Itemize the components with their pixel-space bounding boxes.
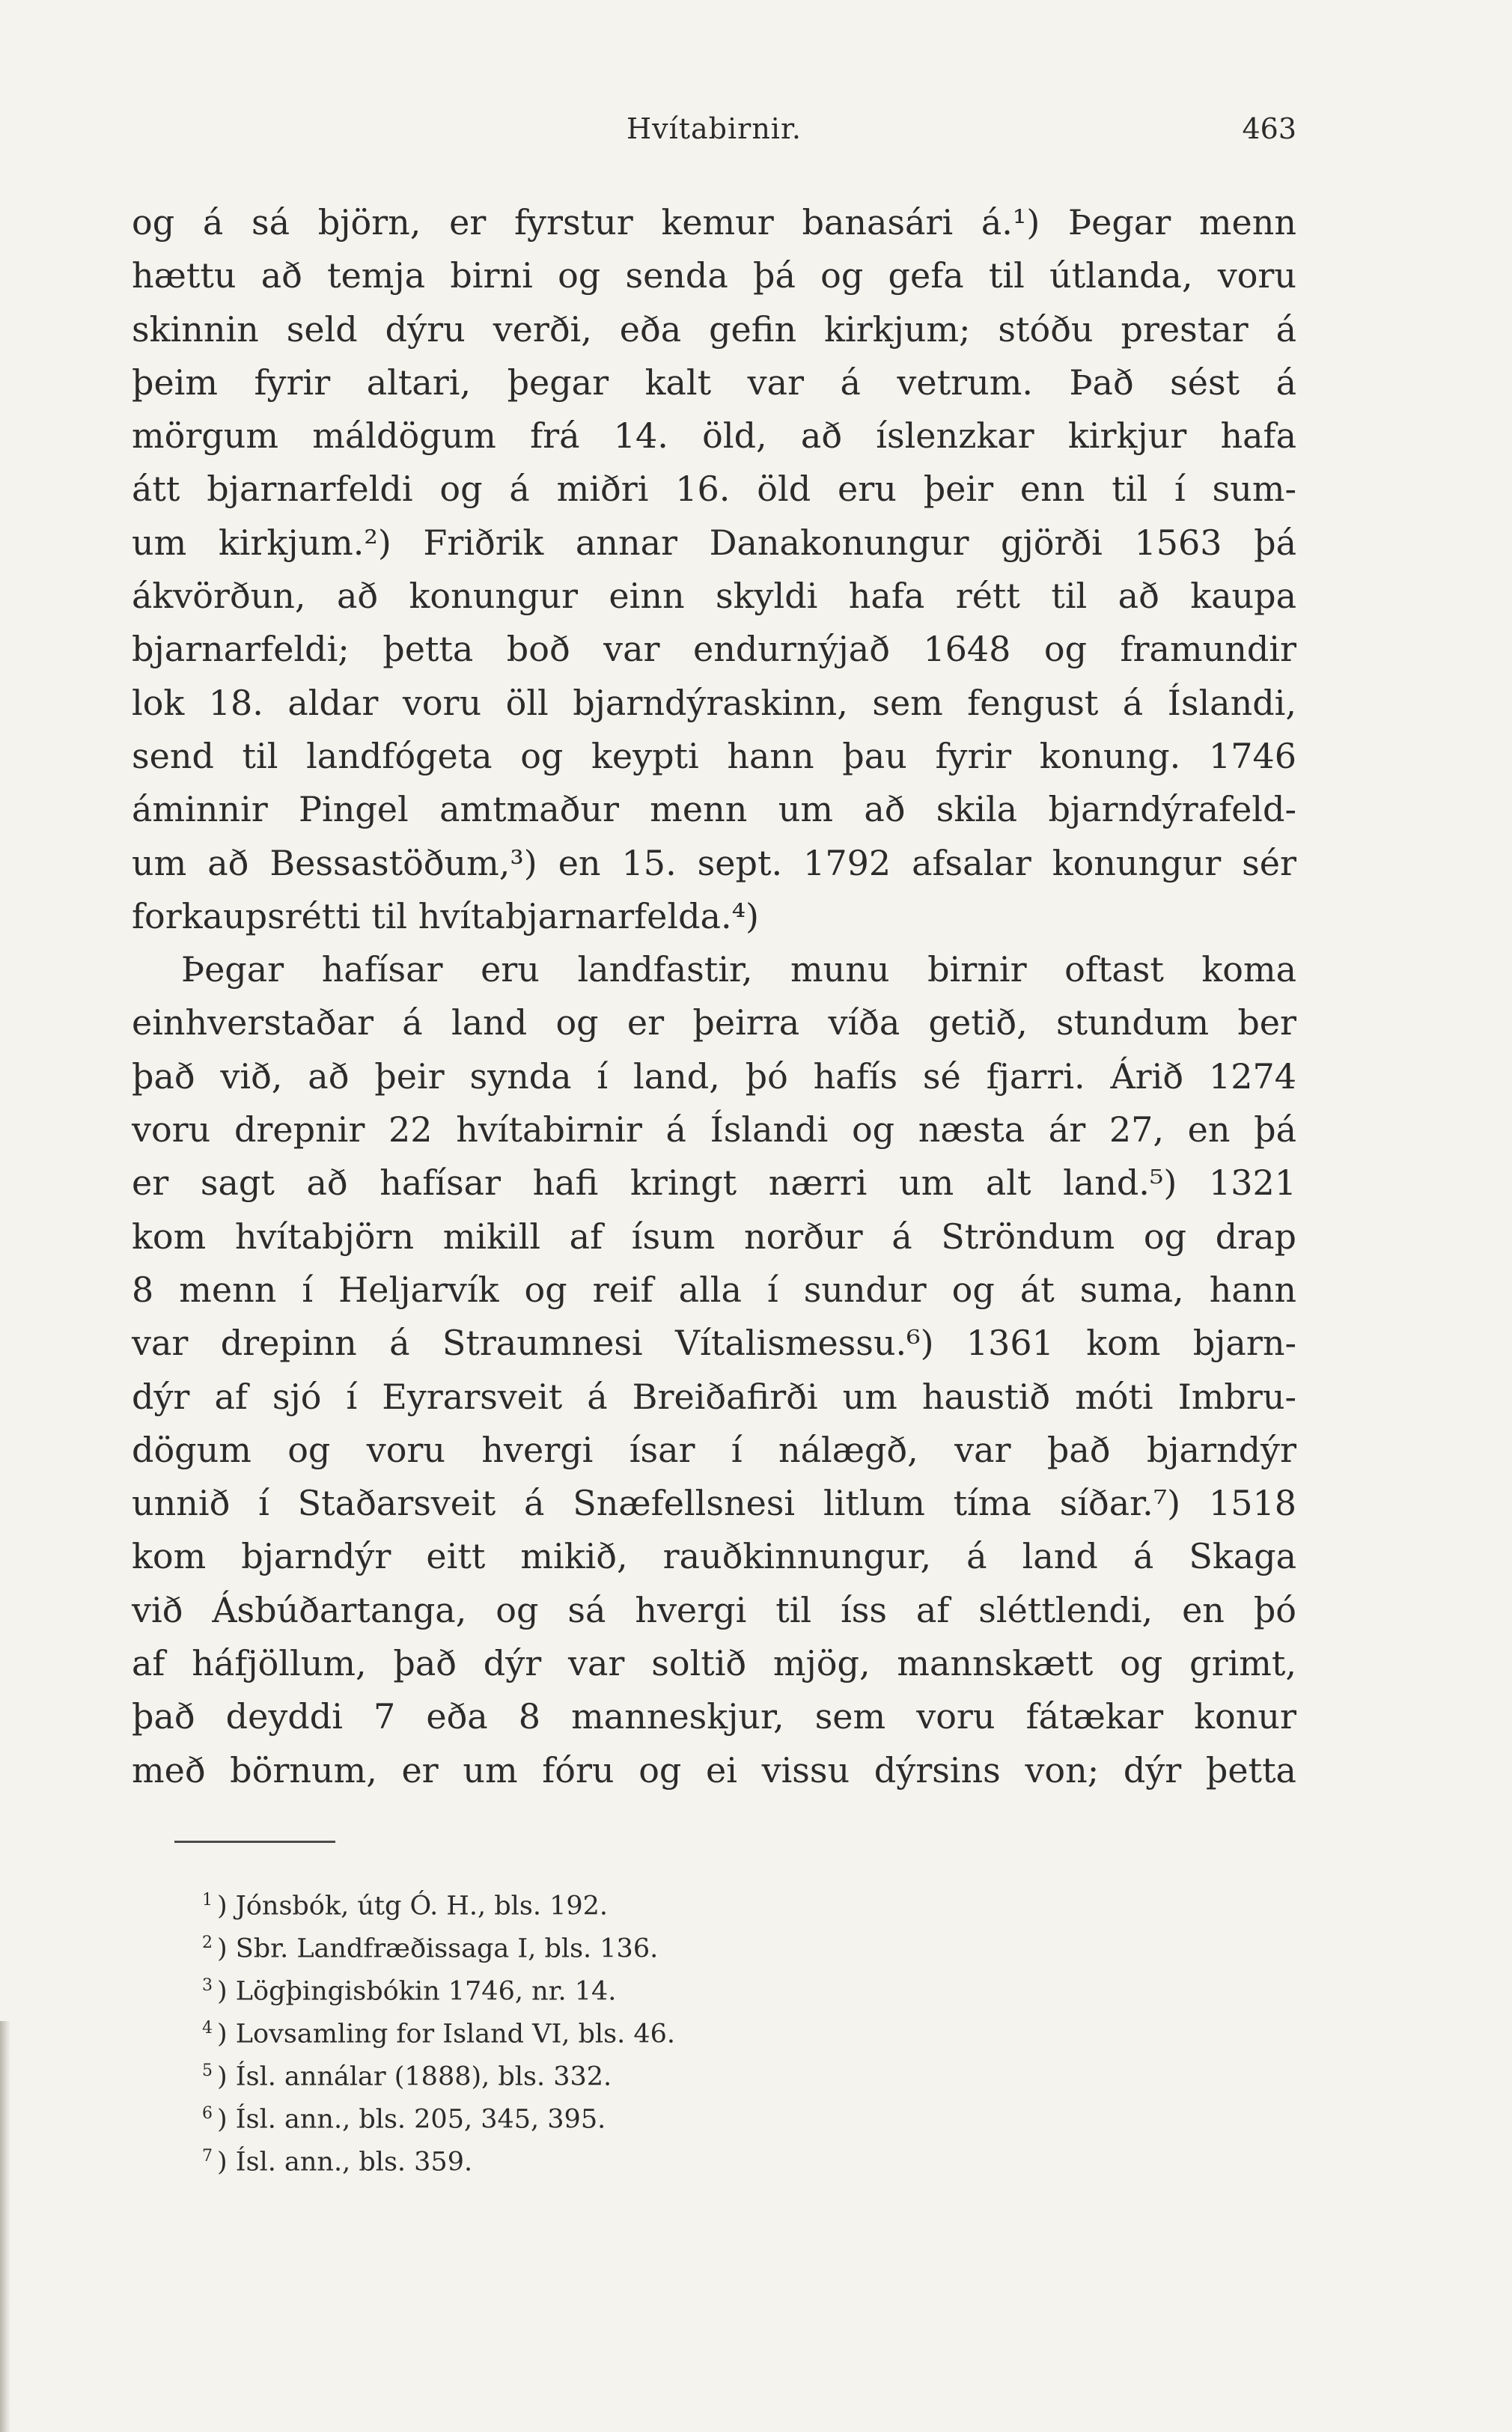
text-line: send til landfógeta og keypti hann þau fyrir konung. 1746 [132,735,1296,776]
footnote-text: Ísl. ann., bls. 205, 345, 395. [235,2104,606,2135]
footnote-paren: ) [217,2061,228,2092]
text-line: 8 menn í Heljarvík og reif alla í sundur og át suma, hann [132,1269,1296,1310]
footnote [202,2135,876,2177]
footnote-mark: 7 [202,2147,213,2166]
footnote [202,1921,876,1964]
page-number: 463 [1242,112,1296,145]
text-line: bjarnarfeldi; þetta boð var endurnýjað 1648 og framundir [132,629,1296,670]
footnote-mark: 2 [202,1933,213,1952]
footnote-paren: ) [217,1933,228,1964]
footnote-mark: 5 [202,2061,213,2080]
text-line: dögum og voru hvergi ísar í nálægð, var það bjarndýr [132,1429,1296,1470]
footnote-text: Sbr. Landfræðissaga I, bls. 136. [235,1933,659,1964]
footnote-mark: 4 [202,2019,213,2038]
text-line: skinnin seld dýru verði, eða gefin kirkjum; stóðu prestar á [132,308,1296,350]
footnote-paren: ) [217,1891,228,1921]
text-line: kom hvítabjörn mikill af ísum norður á Ströndum og drap [132,1216,1296,1257]
text-line: Þegar hafísar eru landfastir, munu birnir oftast koma [181,949,1296,990]
text-line: mörgum máldögum frá 14. öld, að íslenzkar kirkjur hafa [132,415,1296,457]
text-line: lok 18. aldar voru öll bjarndýraskinn, sem fengust á Íslandi, [132,682,1296,723]
text-line: einhverstaðar á land og er þeirra víða getið, stundum ber [132,1002,1296,1043]
text-line: hættu að temja birni og senda þá og gefa til útlanda, voru [132,255,1296,296]
text-line: um kirkjum.²) Friðrik annar Danakonungur gjörði 1563 þá [132,522,1296,563]
footnote-text: Jónsbók, útg Ó. H., bls. 192. [235,1891,609,1921]
text-line: og á sá björn, er fyrstur kemur banasári á.¹) Þegar menn [132,202,1296,243]
footnote-text: Lovsamling for Island VI, bls. 46. [235,2019,675,2049]
running-title: Hvítabirnir. [626,112,802,145]
footnote-text: Lögþingisbókin 1746, nr. 14. [235,1976,617,2007]
text-line: það við, að þeir synda í land, þó hafís sé fjarri. Árið 1274 [132,1055,1296,1097]
footnote [202,2007,876,2049]
footnote [202,2092,876,2135]
text-line: áminnir Pingel amtmaður menn um að skila bjarndýrafeld- [132,789,1296,830]
footnote-paren: ) [217,2104,228,2135]
page-edge-shadow [0,2021,10,2432]
footnote [202,2049,876,2092]
text-line: það deyddi 7 eða 8 manneskjur, sem voru fátækar konur [132,1696,1296,1737]
footnote-paren: ) [217,2147,228,2177]
text-line: af háfjöllum, það dýr var soltið mjög, mannskætt og grimt, [132,1643,1296,1684]
footnote [202,1964,876,2007]
text-line: kom bjarndýr eitt mikið, rauðkinnungur, á land á Skaga [132,1536,1296,1577]
text-line: við Ásbúðartanga, og sá hvergi til íss af sléttlendi, en þó [132,1589,1296,1630]
footnote-paren: ) [217,1976,228,2007]
text-line: var drepinn á Straumnesi Vítalismessu.⁶) 1361 kom bjarn- [132,1323,1296,1364]
footnote-paren: ) [217,2019,228,2049]
text-line: forkaupsrétti til hvítabjarnarfelda.⁴) [132,895,759,936]
footnotes [202,1879,876,2177]
text-line: er sagt að hafísar hafi kringt nærri um alt land.⁵) 1321 [132,1162,1296,1204]
footnote-mark: 1 [202,1891,213,1910]
text-line: unnið í Staðarsveit á Snæfellsnesi litlum tíma síðar.⁷) 1518 [132,1483,1296,1524]
text-line: dýr af sjó í Eyrarsveit á Breiðafirði um haustið móti Imbru- [132,1376,1296,1417]
footnote-mark: 6 [202,2104,213,2123]
footnote [202,1879,876,1921]
footnote-rule [174,1841,335,1843]
text-line: þeim fyrir altari, þegar kalt var á vetrum. Það sést á [132,362,1296,403]
text-line: átt bjarnarfeldi og á miðri 16. öld eru þeir enn til í sum- [132,469,1296,510]
footnote-mark: 3 [202,1976,213,1995]
text-line: voru drepnir 22 hvítabirnir á Íslandi og næsta ár 27, en þá [132,1109,1296,1151]
footnote-text: Ísl. ann., bls. 359. [235,2147,473,2177]
body-text [132,196,1296,1797]
text-line: ákvörðun, að konungur einn skyldi hafa rétt til að kaupa [132,576,1296,617]
footnote-text: Ísl. annálar (1888), bls. 332. [235,2061,612,2092]
running-head [132,112,1296,157]
text-line: um að Bessastöðum,³) en 15. sept. 1792 afsalar konungur sér [132,842,1296,883]
text-line: með börnum, er um fóru og ei vissu dýrsins von; dýr þetta [132,1749,1296,1791]
